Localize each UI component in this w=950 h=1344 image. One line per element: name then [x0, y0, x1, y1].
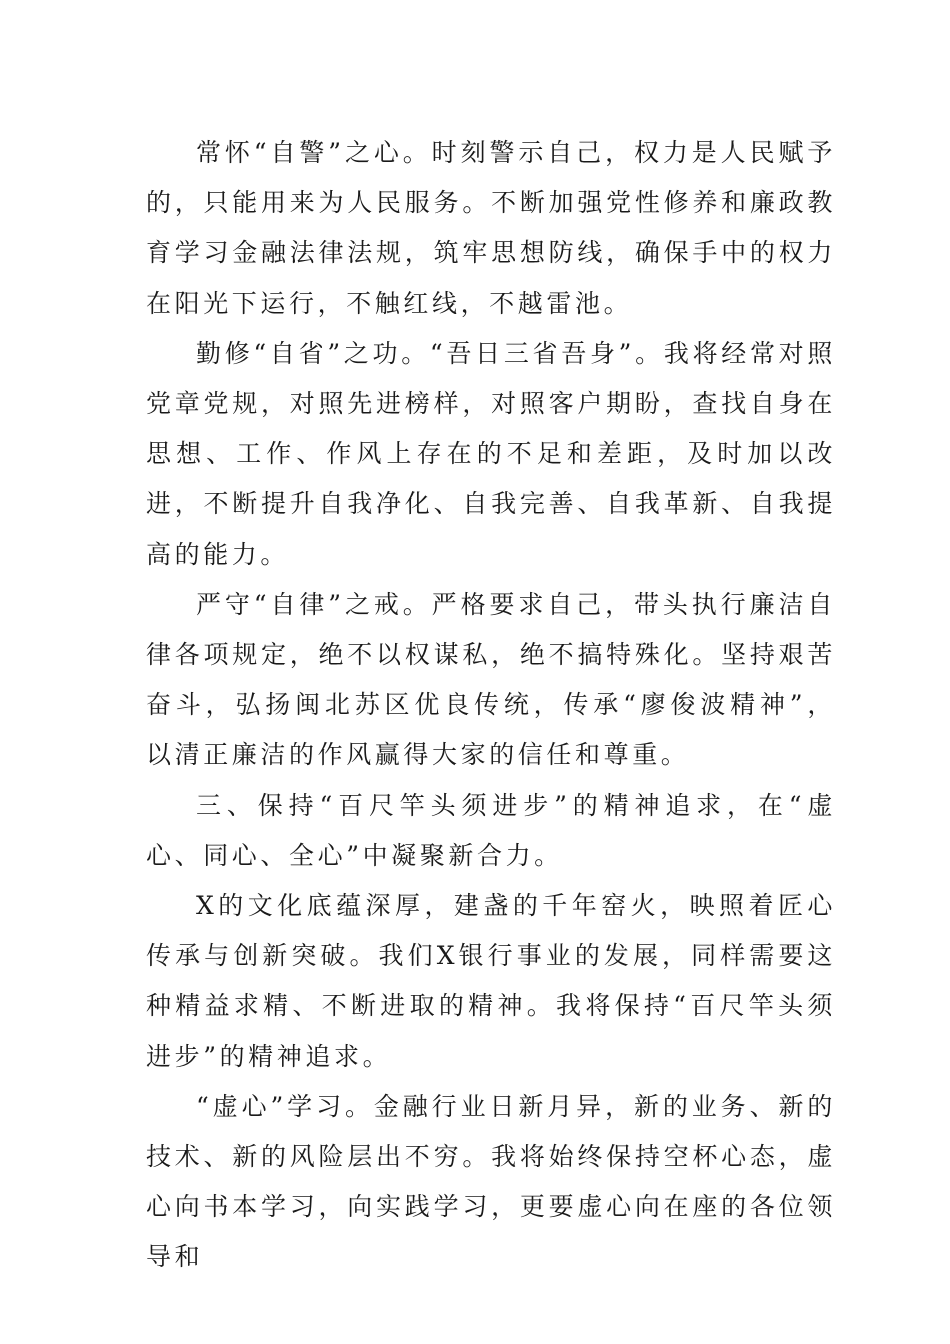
paragraph-zilv: 严守“自律”之戒。严格要求自己，带头执行廉洁自律各项规定，绝不以权谋私，绝不搞特殊化。坚持艰苦奋斗，弘扬闽北苏区优良传统，传承“廖俊波精神”，以清正廉洁的作风赢得大家的信任和尊重。 — [146, 589, 836, 770]
paragraph-zijing: 常怀“自警”之心。时刻警示自己，权力是人民赋予的，只能用来为人民服务。不断加强党性修养和廉政教育学习金融法律法规，筑牢思想防线，确保手中的权力在阳光下运行，不触红线，不越雷池。 — [146, 138, 836, 318]
section-heading-three: 三、保持“百尺竿头须进步”的精神追求，在“虚心、同心、全心”中凝聚新合力。 — [146, 790, 836, 870]
document-body — [146, 128, 836, 1283]
paragraph-xuxin: “虚心”学习。金融行业日新月异，新的业务、新的技术、新的风险层出不穷。我将始终保持空杯心态，虚心向书本学习，向实践学习，更要虚心向在座的各位领导和 — [146, 1091, 836, 1272]
paragraph-zixing: 勤修“自省”之功。“吾日三省吾身”。我将经常对照党章党规，对照先进榜样，对照客户期盼，查找自身在思想、工作、作风上存在的不足和差距，及时加以改进，不断提升自我净化、自我完善、自我革新、自我提高的能力。 — [146, 338, 836, 569]
paragraph-culture: X的文化底蕴深厚，建盏的千年窑火，映照着匠心传承与创新突破。我们X银行事业的发展，同样需要这种精益求精、不断进取的精神。我将保持“百尺竿头须进步”的精神追求。 — [146, 891, 836, 1071]
